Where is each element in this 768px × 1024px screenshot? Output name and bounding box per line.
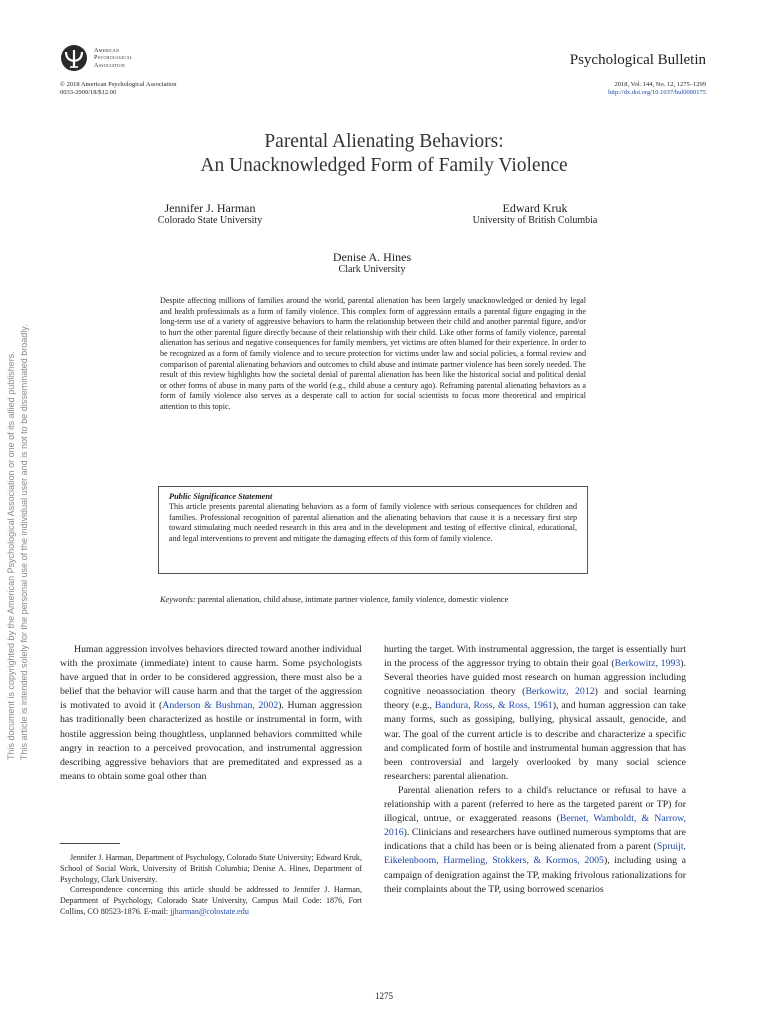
author-note: Jennifer J. Harman, Department of Psychology, Colorado State University; Edward Kruk, School of Social Work, University of British Columbia; Denise A. Hines, Department of Psychology, Clark University. <box>60 853 362 884</box>
side-notice-line-2: This article is intended solely for the personal use of the individual user and is not to be disseminated broadly. <box>19 324 29 760</box>
public-significance-statement <box>158 486 588 574</box>
body-paragraph: hurting the target. With instrumental aggression, the target is essentially hurt in the process of the aggressor trying to obtain their goal (Berkowitz, 1993). Several theories have guided most research on human aggression including cognitive neoassociation theory (Berkowitz, 2012) and social learning theory (e.g., Bandura, Ross, & Ross, 1961), and human aggression can take many forms, such as gossiping, bullying, physical assault, genocide, and war. The goal of the current article is to describe and characterize a specific and complicated form of hostile and instrumental human aggression that has been controversial and largely overlooked by many social science researchers: parental alienation. <box>384 644 686 782</box>
journal-name: Psychological Bulletin <box>569 52 706 68</box>
author-harman: Jennifer J. Harman Colorado State University <box>157 201 263 226</box>
citation-link[interactable]: Spruijt, Eikelenboom, Harmeling, Stokkers, & Kormos, 2005 <box>384 841 686 867</box>
correspondence-note: Correspondence concerning this article should be addressed to Jennifer J. Harman, Department of Psychology, Colorado State University, Campus Mail Code: 1876, Fort Collins, CO 80523-1876. E-mail: jjharman@colostate.edu <box>60 885 362 916</box>
author-kruk: Edward Kruk University of British Columbia <box>472 201 598 226</box>
footnotes <box>60 853 362 918</box>
citation-link[interactable]: Bandura, Ross, & Ross, 1961 <box>434 700 553 712</box>
significance-title: Public Significance Statement <box>169 492 273 501</box>
body-column-right <box>384 643 686 897</box>
citation-link[interactable]: Berkowitz, 2012 <box>525 686 595 698</box>
significance-text: This article presents parental alienating behaviors as a form of family violence with serious consequences for children and families. Professional recognition of parental alienation and the alienating behaviors that cause it is a necessary first step toward stimulating much needed research in this area and in the development and testing of effective clinical, educational, and legal interventions to prevent and mitigate the damaging effects of this form of family violence. <box>169 502 577 543</box>
citation-link[interactable]: Berkowitz, 1993 <box>614 658 681 670</box>
footnote-divider <box>60 843 120 844</box>
body-column-left <box>60 643 362 784</box>
author-hines: Denise A. Hines Clark University <box>332 250 412 275</box>
body-paragraph: Parental alienation refers to a child's reluctance or refusal to have a relationship with a parent (referred to here as the targeted parent or TP) for illogical, untrue, or exaggerated reasons (Bernet, Wamboldt, & Narrow, 2016). Clinicians and researchers have outlined numerous symptoms that are indications that a child has been or is being alienated from a parent (Spruijt, Eikelenboom, Harmeling, Stokkers, & Kormos, 2005), including using a campaign of denigration against the TP, making frivolous rationalizations for their complaints about the TP, using borrowed scenarios <box>384 784 686 895</box>
copyright-info: © 2018 American Psychological Association 0033-2909/18/$12.00 <box>60 81 177 96</box>
body-paragraph: Human aggression involves behaviors directed toward another individual with the proximate (immediate) intent to cause harm. Some psychologists have argued that in order to be considered aggression, there must also be a belief that the behavior will cause harm and that the target of the aggression is motivated to avoid it (Anderson & Bushman, 2002). Human aggression has traditionally been characterized as hostile or instrumental in form, with hostile aggression being thoughtless, unplanned behaviors committed while angry in reaction to a perceived provocation, and instrumental aggression describing aggressive behaviors that are premeditated and expressed as a means to obtain some goal other than <box>60 644 362 782</box>
page-number: 1275 <box>375 991 393 1001</box>
keywords-label: Keywords: <box>160 595 196 604</box>
volume-info: 2018, Vol. 144, No. 12, 1275–1299 http://dx.doi.org/10.1037/bul0000175 <box>608 81 706 96</box>
side-notice-line-1: This document is copyrighted by the American Psychological Association or one of its allied publishers. <box>6 351 16 760</box>
apa-logo <box>60 40 200 76</box>
keywords <box>160 594 590 605</box>
keywords-list: parental alienation, child abuse, intimate partner violence, family violence, domestic violence <box>197 595 509 604</box>
copyright-side-notice <box>0 0 56 1024</box>
doi-link[interactable]: http://dx.doi.org/10.1037/bul0000175 <box>608 89 706 96</box>
email-link[interactable]: jjharman@colostate.edu <box>170 906 249 916</box>
citation-link[interactable]: Anderson & Bushman, 2002 <box>162 700 279 712</box>
apa-psi-logo-icon <box>60 44 88 72</box>
article-title: Parental Alienating Behaviors: An Unacknowledged Form of Family Violence <box>200 131 568 176</box>
citation-link[interactable]: Bernet, Wamboldt, & Narrow, 2016 <box>384 813 686 839</box>
publisher-name: American Psychological Association <box>94 46 133 69</box>
abstract: Despite affecting millions of families around the world, parental alienation has been largely unacknowledged or denied by legal and health professionals as a form of family violence. This complex form of aggression entails a parental figure engaging in the long-term use of a variety of aggressive behaviors to harm the relationship between their child and another parental figure, and/or to hurt the other parental figure directly because of their relationship with their child. Like other forms of family violence, parental alienation has serious and negative consequences for family members, yet victims are often blamed for their experience. In order to be recognized as a form of family violence and to secure protection for victims under law and social policies, a formal review and comparison of parental alienating behaviors and outcomes to child abuse and intimate partner violence has been sorely needed. The result of this review highlights how the societal denial of parental alienation has been like the historical social and political denial or other forms of abuse in many parts of the world (e.g., child abuse a century ago). Reframing parental alienating behaviors as a form of family violence also serves as a desperate call to action for social scientists to focus more theoretical and empirical attention to this topic. <box>160 296 586 411</box>
